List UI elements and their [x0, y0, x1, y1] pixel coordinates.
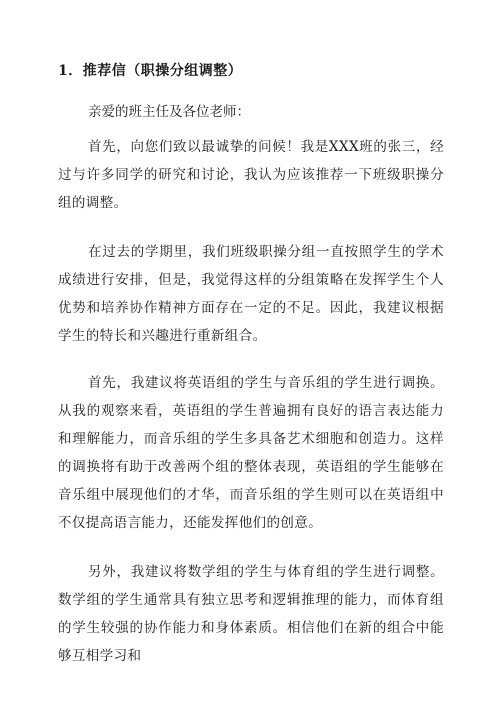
- body-paragraph: 另外，我建议将数学组的学生与体育组的学生进行调整。数学组的学生通常具有独立思考和逻辑推理的能力，而体育组的学生较强的协作能力和身体素质。相信他们在新的组合中能够互相学习和: [58, 564, 444, 664]
- letter-heading: 1．推荐信（职操分组调整）: [58, 63, 243, 79]
- body-paragraph: 在过去的学期里，我们班级职操分组一直按照学生的学术成绩进行安排，但是，我觉得这样的分组策略在发挥学生个人优势和培养协作精神方面存在一定的不足。因此，我建议根据学生的特长和兴趣进行重新组合。: [58, 244, 444, 344]
- letter-salutation: 亲爱的班主任及各位老师：: [88, 104, 250, 120]
- body-paragraph: 首先，我建议将英语组的学生与音乐组的学生进行调换。从我的观察来看，英语组的学生普遍拥有良好的语言表达能力和理解能力，而音乐组的学生多具备艺术细胞和创造力。这样的调换将有助于改善两个组的整体表现，英语组的学生能够在音乐组中展现他们的才华，而音乐组的学生则可以在英语组中不仅提高语言能力，还能发挥他们的创意。: [58, 375, 444, 531]
- body-paragraph: 首先，向您们致以最诚挚的问候！我是XXX班的张三，经过与许多同学的研究和讨论，我认为应该推荐一下班级职操分组的调整。: [58, 139, 444, 211]
